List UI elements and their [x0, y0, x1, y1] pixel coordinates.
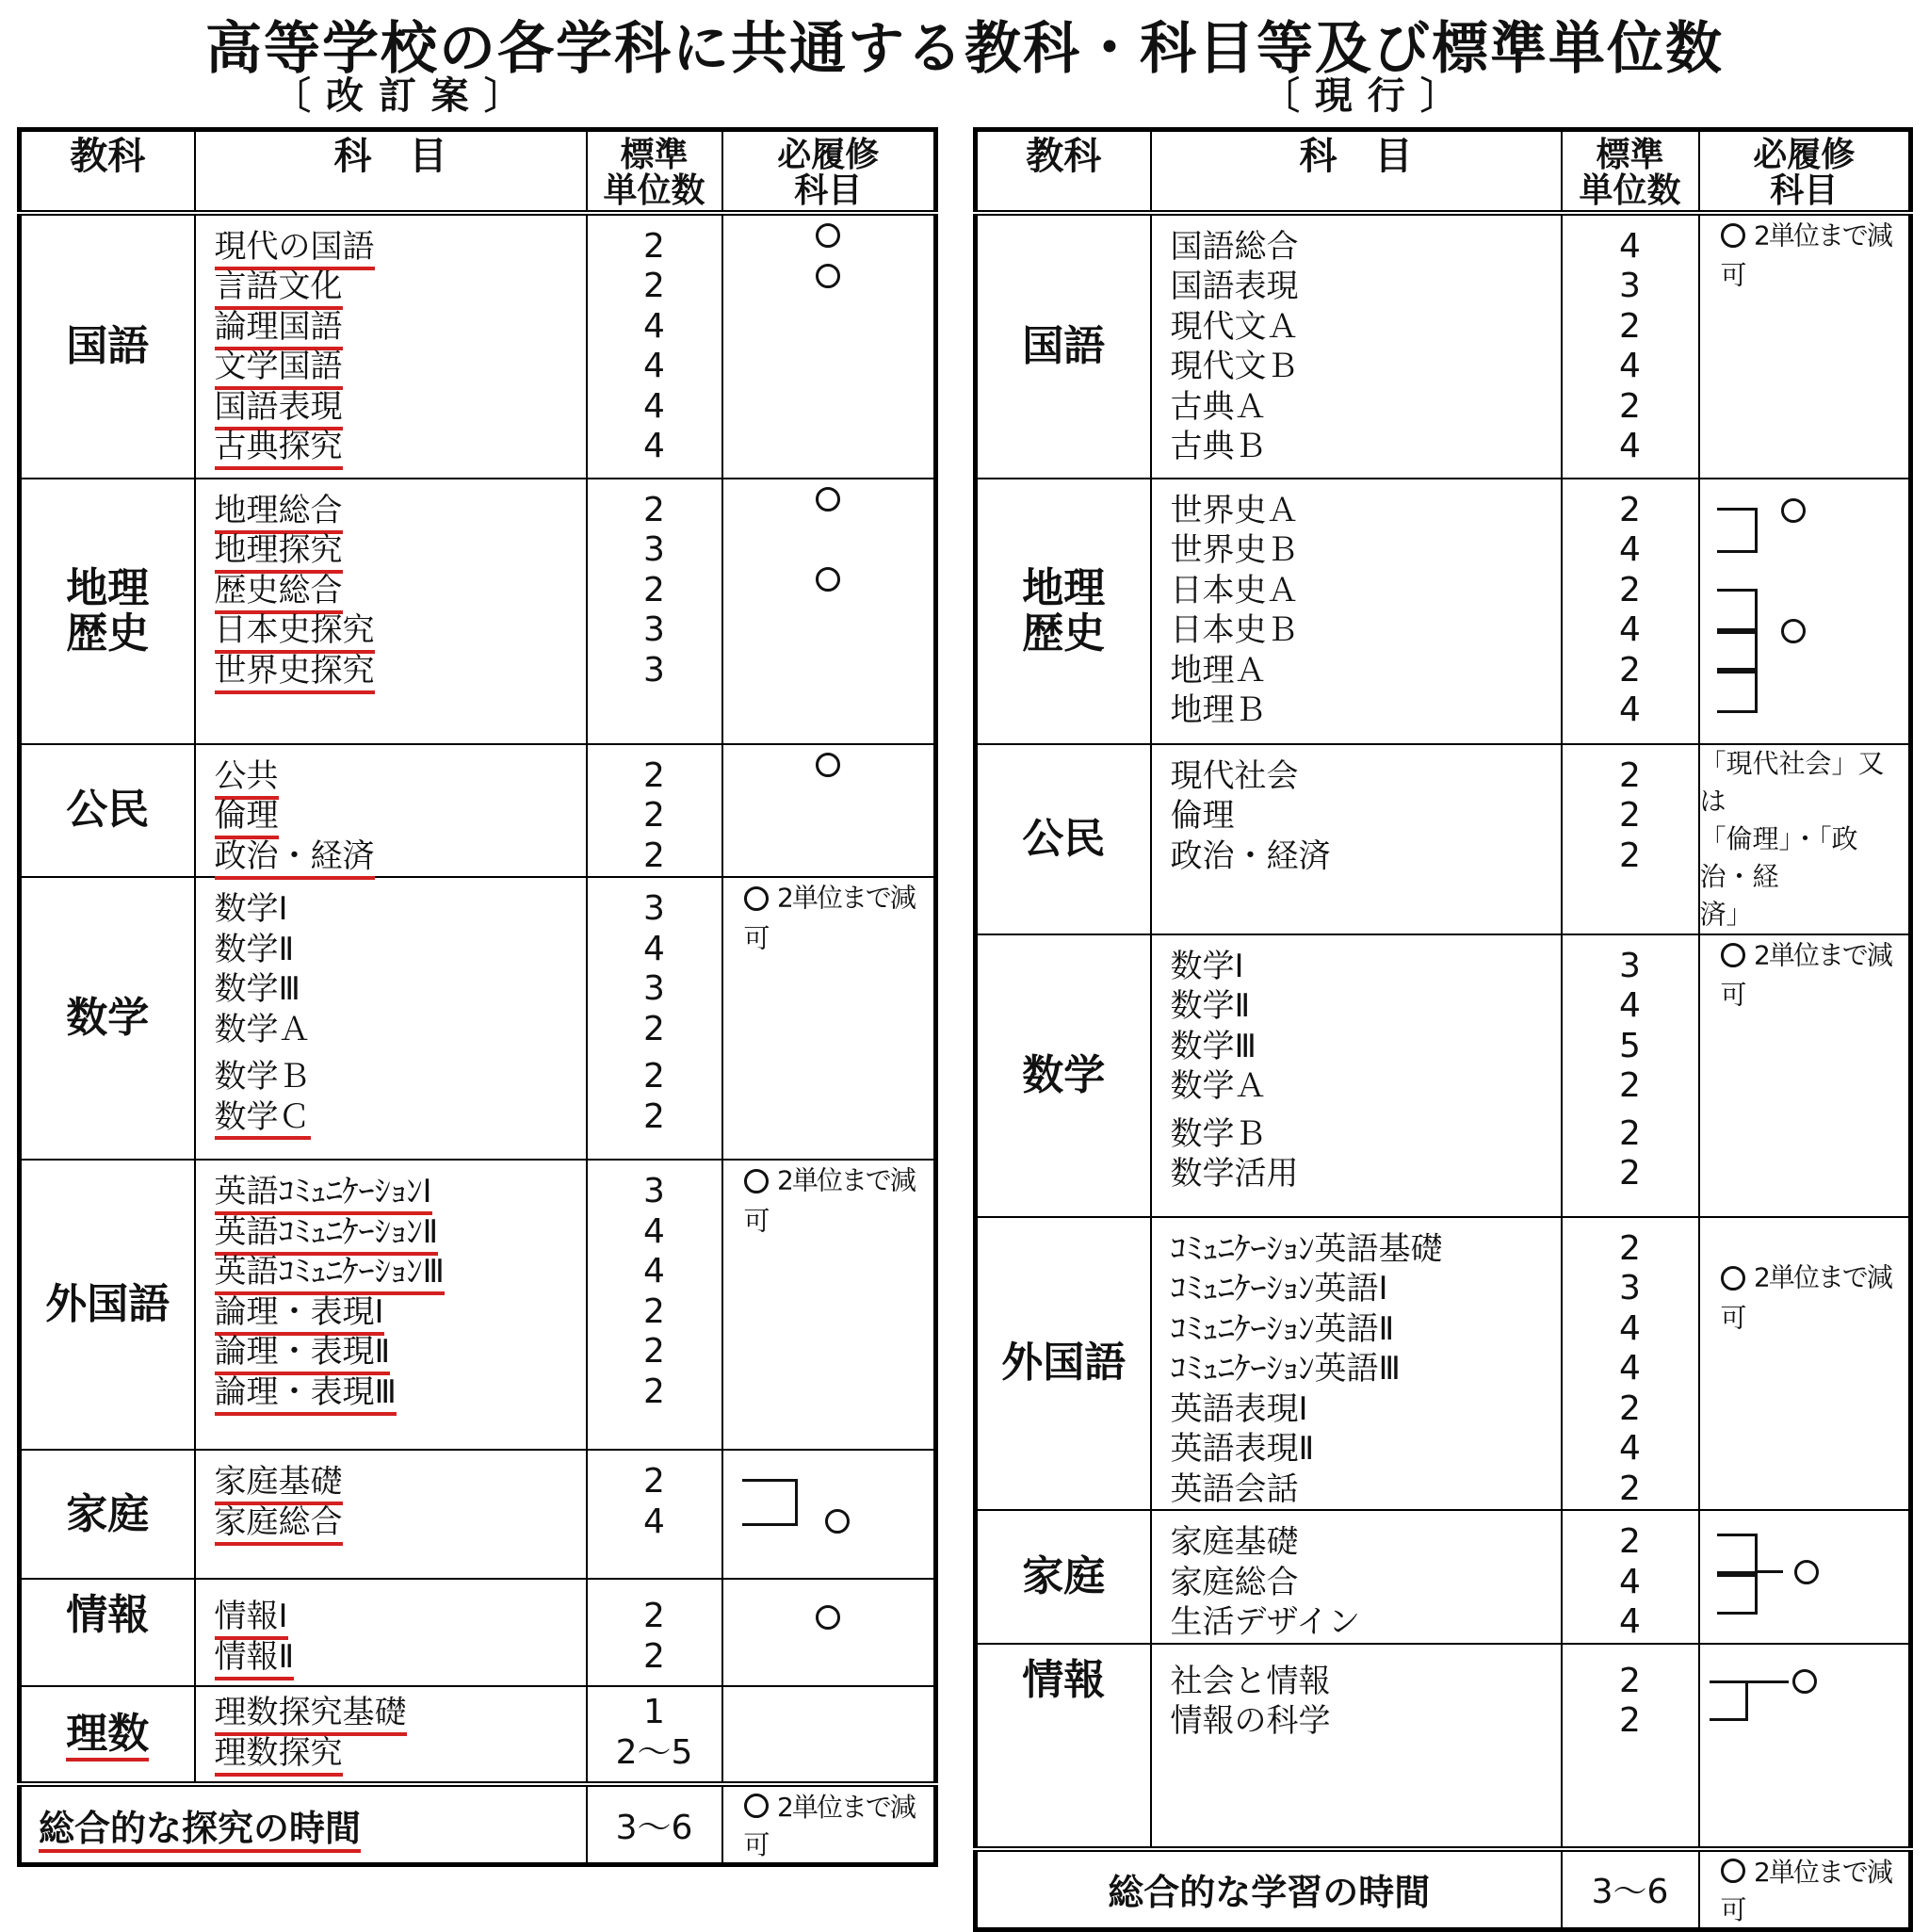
- header-required: 必履修 科目: [722, 130, 936, 213]
- section-row: [976, 213, 1911, 479]
- unit: 4: [1619, 1429, 1641, 1468]
- req-text: 済」: [1699, 898, 1753, 930]
- required-circle-icon: [816, 1605, 840, 1630]
- unit: 2: [643, 1636, 665, 1676]
- subject: 世界史Ｂ: [1170, 531, 1299, 569]
- table-current: [973, 127, 1913, 1932]
- header-kyouka: 教科: [976, 130, 1151, 213]
- choice-bracket: [1717, 628, 1758, 674]
- subject: 家庭総合: [215, 1503, 343, 1546]
- required-circle-icon: [744, 1169, 769, 1193]
- req-note: 2単位まで減可: [743, 1164, 915, 1236]
- unit: 4: [1619, 1562, 1641, 1601]
- unit: 4: [643, 929, 665, 968]
- required-circle-icon: [744, 1794, 769, 1818]
- required-circle-icon: [1721, 943, 1745, 967]
- unit: 3: [1619, 1269, 1641, 1307]
- unit: 2: [643, 796, 665, 835]
- required-circle-icon: [1781, 619, 1806, 643]
- subject: 現代の国語: [215, 228, 375, 270]
- required-circle-icon: [816, 264, 840, 288]
- table-revision: [17, 127, 938, 1867]
- subject: ｺﾐｭﾆｹｰｼｮﾝ英語Ⅰ: [1170, 1270, 1388, 1307]
- required-circle-icon: [1721, 1859, 1745, 1883]
- unit: 4: [643, 1211, 665, 1251]
- section-row: [976, 1510, 1911, 1644]
- unit: 4: [1619, 1602, 1641, 1641]
- subject: 理数探究: [215, 1734, 343, 1777]
- subject: 英語表現Ⅰ: [1170, 1389, 1308, 1428]
- unit: 3: [1619, 267, 1641, 305]
- page-title: 高等学校の各学科に共通する教科・科目等及び標準単位数: [205, 16, 1724, 82]
- subject: ｺﾐｭﾆｹｰｼｮﾝ英語Ⅲ: [1170, 1350, 1401, 1388]
- subject: 世界史Ａ: [1170, 491, 1299, 529]
- section-name: 情報: [20, 1579, 195, 1686]
- section-row: [20, 1450, 936, 1579]
- subject: 国語総合: [1170, 227, 1299, 266]
- unit: 4: [1619, 1349, 1641, 1388]
- required-circle-icon: [1792, 1669, 1817, 1694]
- unit: 2: [1619, 306, 1641, 346]
- section-row: [20, 213, 936, 479]
- subject: 歴史総合: [215, 572, 343, 614]
- subject: 数学Ⅰ: [214, 890, 288, 928]
- section-row: [20, 877, 936, 1160]
- subject: 数学Ｂ: [214, 1058, 311, 1096]
- header-required: 必履修 科目: [1699, 130, 1911, 213]
- subject: 言語文化: [215, 268, 343, 310]
- footer-units: 3～6: [1562, 1849, 1699, 1930]
- subject: 数学Ⅱ: [214, 930, 295, 968]
- unit: 2: [643, 836, 665, 875]
- subject: 家庭基礎: [215, 1463, 343, 1505]
- subject: 数学Ⅲ: [1170, 1027, 1256, 1065]
- req-note: 2単位まで減可: [1720, 1261, 1891, 1333]
- choice-bracket: [1717, 508, 1758, 553]
- subject: 数学Ａ: [1170, 1067, 1267, 1105]
- unit: 4: [643, 306, 665, 346]
- section-row: [976, 479, 1911, 744]
- section-name: 数学: [976, 934, 1151, 1217]
- subject: 公共: [215, 757, 279, 800]
- req-note: 2単位まで減可: [743, 882, 915, 953]
- subject: 情報の科学: [1170, 1702, 1331, 1740]
- subject: 国語表現: [215, 388, 343, 430]
- choice-bracket: [1717, 668, 1758, 713]
- required-circle-icon: [816, 487, 840, 511]
- unit: 4: [1619, 690, 1641, 729]
- section-name: 理数: [20, 1686, 195, 1784]
- unit: 2: [643, 755, 665, 795]
- subject: 日本史探究: [215, 611, 375, 654]
- subject: 英語ｺﾐｭﾆｹｰｼｮﾝⅢ: [215, 1253, 445, 1295]
- subject: 数学活用: [1170, 1155, 1299, 1193]
- section-row: [20, 479, 936, 744]
- subject: 古典Ａ: [1170, 387, 1267, 426]
- unit: 4: [1619, 226, 1641, 266]
- unit: 3: [643, 1172, 665, 1210]
- header-kamoku: 科 目: [195, 130, 587, 213]
- subject: 地理Ａ: [1170, 651, 1267, 690]
- unit: 2: [643, 1462, 665, 1501]
- header-kyouka: 教科: [20, 130, 195, 213]
- unit: 2: [1619, 1154, 1641, 1193]
- footer-row: [20, 1784, 936, 1865]
- unit: 4: [1619, 530, 1641, 569]
- unit: 4: [643, 386, 665, 426]
- unit: 2: [1619, 1113, 1641, 1153]
- unit: 2: [643, 1332, 665, 1371]
- subject: 数学Ⅲ: [214, 970, 300, 1008]
- unit: 3: [1619, 946, 1641, 985]
- req-note: 2単位まで減可: [1720, 938, 1891, 1011]
- section-row: [976, 744, 1911, 934]
- required-circle-icon: [1781, 498, 1806, 523]
- section-name: 公民: [20, 744, 195, 878]
- section-name: 国語: [20, 213, 195, 479]
- unit: 2: [1619, 1522, 1641, 1561]
- subject: 家庭基礎: [1170, 1523, 1299, 1561]
- unit: 2: [643, 490, 665, 529]
- section-name: 家庭: [20, 1450, 195, 1579]
- subject: 古典探究: [215, 428, 343, 470]
- subject: 現代社会: [1170, 756, 1299, 795]
- subject: 英語ｺﾐｭﾆｹｰｼｮﾝⅠ: [215, 1173, 432, 1215]
- section-name: 外国語: [20, 1160, 195, 1450]
- unit: 2: [1619, 1661, 1641, 1700]
- subject: 倫理: [215, 797, 279, 839]
- unit: 2: [643, 1009, 665, 1048]
- req-text: 「倫理」・「政治・経: [1699, 822, 1858, 892]
- subject: 数学Ａ: [214, 1010, 311, 1048]
- unit: 3: [643, 610, 665, 649]
- section-name: 外国語: [976, 1217, 1151, 1511]
- section-name: 家庭: [976, 1510, 1151, 1644]
- unit: 2: [1619, 1388, 1641, 1428]
- section-row: [20, 1686, 936, 1784]
- subject: 理数探究基礎: [215, 1694, 407, 1736]
- subject: 国語表現: [1170, 268, 1299, 305]
- subject: 論理国語: [215, 308, 343, 350]
- subject: 数学Ｂ: [1170, 1114, 1267, 1153]
- header-units: 標準 単位数: [1562, 130, 1699, 213]
- unit: 2: [643, 1291, 665, 1331]
- unit: 4: [643, 427, 665, 465]
- label-revision: 〔 改 訂 案 〕: [273, 74, 523, 118]
- subject: 数学Ⅰ: [1170, 947, 1244, 985]
- subject: 社会と情報: [1170, 1662, 1331, 1700]
- req-text: 「現代社会」又は: [1699, 747, 1885, 817]
- unit: 2: [1619, 570, 1641, 609]
- unit: 2: [1619, 836, 1641, 875]
- unit: 2: [643, 1372, 665, 1411]
- footer-title: 総合的な学習の時間: [976, 1849, 1562, 1930]
- subject: 英語表現Ⅱ: [1170, 1430, 1315, 1468]
- subject: 政治・経済: [1170, 836, 1331, 875]
- unit: 5: [1619, 1026, 1641, 1065]
- unit: 4: [1619, 427, 1641, 465]
- choice-bracket: [742, 1479, 798, 1526]
- unit: 2: [1619, 1469, 1641, 1508]
- section-row: [976, 934, 1911, 1217]
- subject: 生活デザイン: [1170, 1603, 1361, 1641]
- footer-row: [976, 1849, 1911, 1930]
- unit: 4: [643, 1252, 665, 1291]
- unit: 3: [643, 889, 665, 928]
- unit: 2: [643, 226, 665, 266]
- unit: 2: [1619, 490, 1641, 529]
- section-name: 公民: [976, 744, 1151, 934]
- subject: 論理・表現Ⅱ: [215, 1333, 391, 1375]
- subject: 論理・表現Ⅲ: [215, 1373, 397, 1416]
- unit: 2: [1619, 386, 1641, 426]
- choice-bracket: [1717, 589, 1758, 634]
- unit: 2: [643, 1597, 665, 1635]
- subject: 地理Ｂ: [1170, 691, 1267, 729]
- subject: 数学Ⅱ: [1170, 987, 1251, 1025]
- section-name: 情報: [976, 1644, 1151, 1849]
- subject: 数学Ｃ: [215, 1098, 311, 1140]
- unit: 2: [643, 1096, 665, 1136]
- req-note: 2単位まで減可: [1720, 219, 1891, 291]
- subject: 世界史探究: [215, 652, 375, 694]
- unit: 2: [1619, 1066, 1641, 1105]
- section-name: 地理 歴史: [976, 479, 1151, 744]
- unit: 4: [643, 347, 665, 385]
- required-circle-icon: [816, 753, 840, 777]
- header-kamoku: 科 目: [1151, 130, 1562, 213]
- subject: 日本史Ａ: [1170, 571, 1299, 609]
- required-circle-icon: [825, 1509, 850, 1534]
- unit: 4: [643, 1502, 665, 1541]
- required-circle-icon: [744, 886, 769, 911]
- subject: 倫理: [1170, 797, 1235, 835]
- req-note: 2単位まで減可: [743, 1792, 915, 1860]
- required-circle-icon: [1721, 223, 1745, 248]
- subject: ｺﾐｭﾆｹｰｼｮﾝ英語基礎: [1170, 1229, 1443, 1268]
- unit: 1: [643, 1693, 665, 1731]
- subject: 情報Ⅱ: [215, 1638, 295, 1680]
- section-row: [20, 744, 936, 878]
- header-units: 標準 単位数: [587, 130, 722, 213]
- req-note: 2単位まで減可: [1720, 1856, 1891, 1925]
- unit: 4: [1619, 610, 1641, 649]
- unit: 2: [1619, 1701, 1641, 1740]
- unit: 2: [643, 570, 665, 609]
- unit: 2: [643, 267, 665, 305]
- subject: 日本史Ｂ: [1170, 611, 1299, 649]
- section-name: 数学: [20, 877, 195, 1160]
- subject: 家庭総合: [1170, 1563, 1299, 1601]
- section-name: 国語: [976, 213, 1151, 479]
- subject: 論理・表現Ⅰ: [215, 1293, 384, 1336]
- subject: 地理総合: [215, 492, 343, 534]
- unit: 4: [1619, 986, 1641, 1025]
- subject: 政治・経済: [215, 837, 375, 880]
- unit: 4: [1619, 1308, 1641, 1348]
- unit: 2: [643, 1057, 665, 1096]
- section-row: [20, 1160, 936, 1450]
- subject: 地理探究: [215, 531, 343, 574]
- choice-bracket: [1717, 1571, 1758, 1615]
- required-circle-icon: [816, 567, 840, 592]
- unit: 2: [1619, 755, 1641, 795]
- required-circle-icon: [1721, 1266, 1745, 1291]
- footer-units: 3～6: [587, 1784, 722, 1865]
- subject: ｺﾐｭﾆｹｰｼｮﾝ英語Ⅱ: [1170, 1309, 1395, 1348]
- subject: 情報Ⅰ: [215, 1598, 288, 1640]
- section-name: 地理 歴史: [20, 479, 195, 744]
- unit: 3: [643, 650, 665, 690]
- section-row: [976, 1644, 1911, 1849]
- section-row: [20, 1579, 936, 1686]
- subject: 現代文Ａ: [1170, 307, 1299, 346]
- unit: 2: [1619, 796, 1641, 835]
- subject: 英語ｺﾐｭﾆｹｰｼｮﾝⅡ: [215, 1213, 439, 1256]
- unit: 3: [643, 530, 665, 569]
- label-current: 〔 現 行 〕: [1262, 74, 1459, 118]
- required-circle-icon: [816, 223, 840, 248]
- subject: 文学国語: [215, 348, 343, 390]
- required-circle-icon: [1794, 1560, 1819, 1584]
- unit: 2: [1619, 650, 1641, 690]
- footer-title: 総合的な探究の時間: [39, 1808, 361, 1853]
- subject: 英語会話: [1170, 1469, 1299, 1508]
- unit: 3: [643, 969, 665, 1008]
- unit: 2～5: [615, 1732, 693, 1772]
- section-row: [976, 1217, 1911, 1511]
- subject: 現代文Ｂ: [1170, 348, 1299, 385]
- subject: 古典Ｂ: [1170, 428, 1267, 465]
- unit: 4: [1619, 347, 1641, 385]
- unit: 2: [1619, 1228, 1641, 1268]
